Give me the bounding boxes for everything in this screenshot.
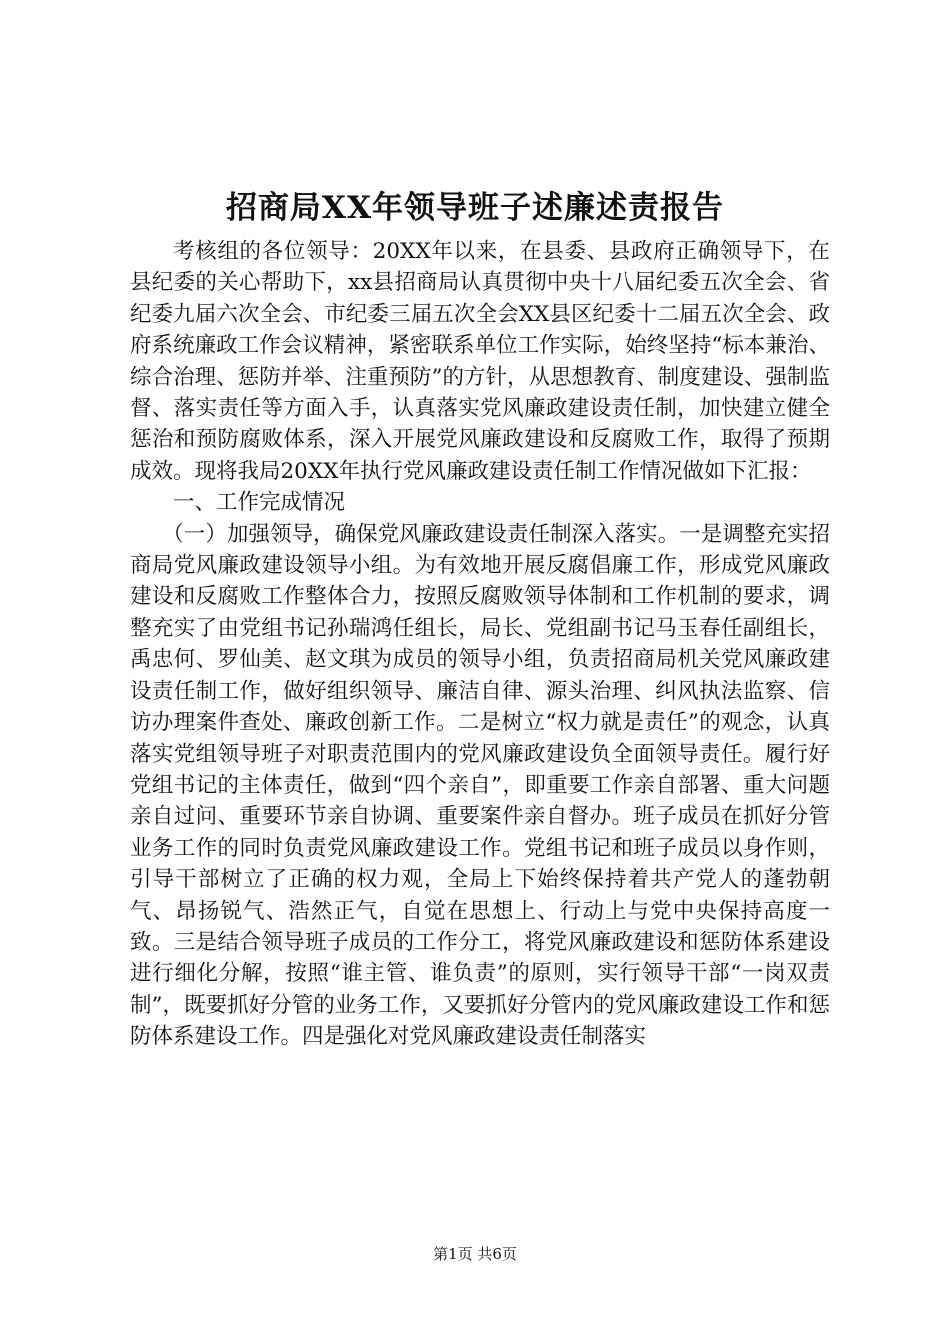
page-footer: 第1页 共6页 xyxy=(433,1245,517,1263)
document-title: 招商局XX年领导班子述廉述责报告 xyxy=(225,190,725,226)
intro-paragraph: 考核组的各位领导：20XX年以来，在县委、县政府正确领导下，在县纪委的关心帮助下，xx县招商局认真贯彻中央十八届纪委五次全会、省纪委九届六次全会、市纪委三届五次全会XX县区纪委十二届五次全会、政府系统廉政工作会议精神，紧密联系单位工作实际，始终坚持“标本兼治、综合治理、惩防并举、注重预防”的方针，从思想教育、制度建设、强制监督、落实责任等方面入手，认真落实党风廉政建设责任制，加快建立健全惩治和预防腐败体系，深入开展党风廉政建设和反腐败工作，取得了预期成效。现将我局20XX年执行党风廉政建设责任制工作情况做如下汇报： xyxy=(130,239,830,484)
document-body xyxy=(130,236,830,1053)
section-paragraph: （一）加强领导，确保党风廉政建设责任制深入落实。一是调整充实招商局党风廉政建设领导小组。为有效地开展反腐倡廉工作，形成党风廉政建设和反腐败工作整体合力，按照反腐败领导体制和工作机制的要求，调整充实了由党组书记孙瑞鸿任组长，局长、党组副书记马玉春任副组长，禹忠何、罗仙美、赵文琪为成员的领导小组，负责招商局机关党风廉政建设责任制工作，做好组织领导、廉洁自律、源头治理、纠风执法监察、信访办理案件查处、廉政创新工作。二是树立“权力就是责任”的观念，认真落实党组领导班子对职责范围内的党风廉政建设负全面领导责任。履行好党组书记的主体责任，做到“四个亲自”，即重要工作亲自部署、重大问题亲自过问、重要环节亲自协调、重要案件亲自督办。班子成员在抓好分管业务工作的同时负责党风廉政建设工作。党组书记和班子成员以身作则，引导干部树立了正确的权力观，全局上下始终保持着共产党人的蓬勃朝气、昂扬锐气、浩然正气，自觉在思想上、行动上与党中央保持高度一致。三是结合领导班子成员的工作分工，将党风廉政建设和惩防体系建设进行细化分解，按照“谁主管、谁负责”的原则，实行领导干部“一岗双责制”，既要抓好分管的业务工作，又要抓好分管内的党风廉政建设工作和惩防体系建设工作。四是强化对党风廉政建设责任制落实 xyxy=(130,521,830,1050)
section-heading: 一、工作完成情况 xyxy=(173,490,346,516)
